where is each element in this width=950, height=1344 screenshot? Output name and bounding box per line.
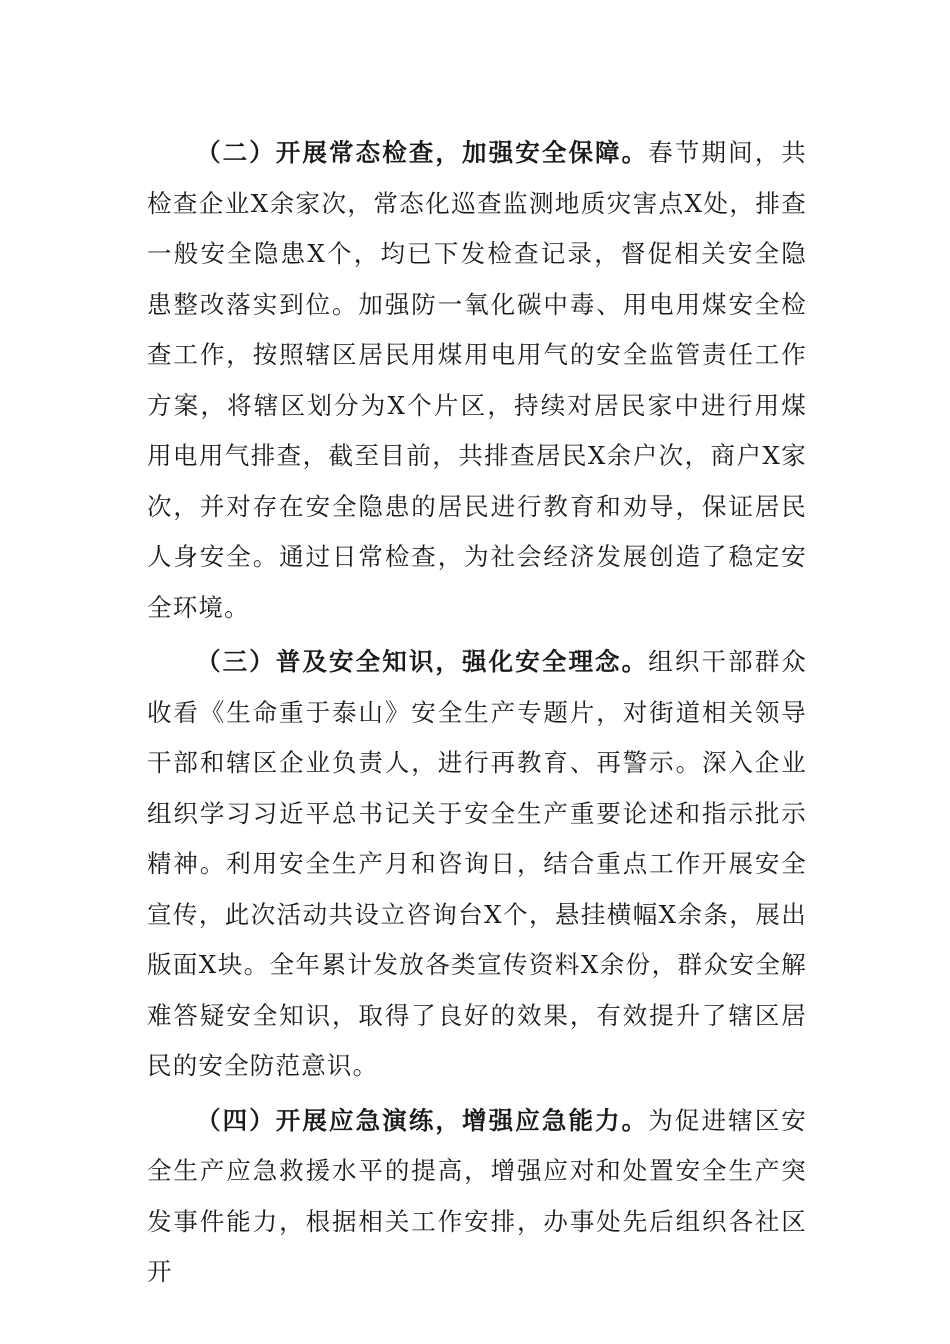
paragraph-safety-knowledge xyxy=(147,637,807,1092)
paragraph-text: 为促进辖区安全生产应急救援水平的提高，增强应对和处置安全生产突发事件能力，根据相关工作安排，办事处先后组织各社区开 xyxy=(147,1105,808,1286)
paragraph-text: 组织干部群众收看《生命重于泰山》安全生产专题片，对街道相关领导干部和辖区企业负责人，进行再教育、再警示。深入企业组织学习习近平总书记关于安全生产重要论述和指示批示精神。利用安全生产月和咨询日，结合重点工作开展安全宣传，此次活动共设立咨询台X个，悬挂横幅X余条，展出版面X块。全年累计发放各类宣传资料X余份，群众安全解难答疑安全知识，取得了良好的效果，有效提升了辖区居民的安全防范意识。 xyxy=(147,647,808,1080)
paragraph-text: 春节期间，共检查企业X余家次，常态化巡查监测地质灾害点X处，排查一般安全隐患X个，均已下发检查记录，督促相关安全隐患整改落实到位。加强防一氧化碳中毒、用电用煤安全检查工作，按照辖区居民用煤用电用气的安全监管责任工作方案，将辖区划分为X个片区，持续对居民家中进行用煤用电用气排查，截至目前，共排查居民X余户次，商户X家次，并对存在安全隐患的居民进行教育和劝导，保证居民人身安全。通过日常检查，为社会经济发展创造了稳定安全环境。 xyxy=(147,138,808,622)
paragraph-heading: （四）开展应急演练，增强应急能力。 xyxy=(196,1105,649,1135)
document-body xyxy=(147,128,807,1298)
paragraph-routine-inspection xyxy=(147,128,807,633)
paragraph-heading: （二）开展常态检查，加强安全保障。 xyxy=(196,138,649,167)
paragraph-heading: （三）普及安全知识，强化安全理念。 xyxy=(196,647,649,676)
paragraph-emergency-drill xyxy=(147,1096,807,1298)
